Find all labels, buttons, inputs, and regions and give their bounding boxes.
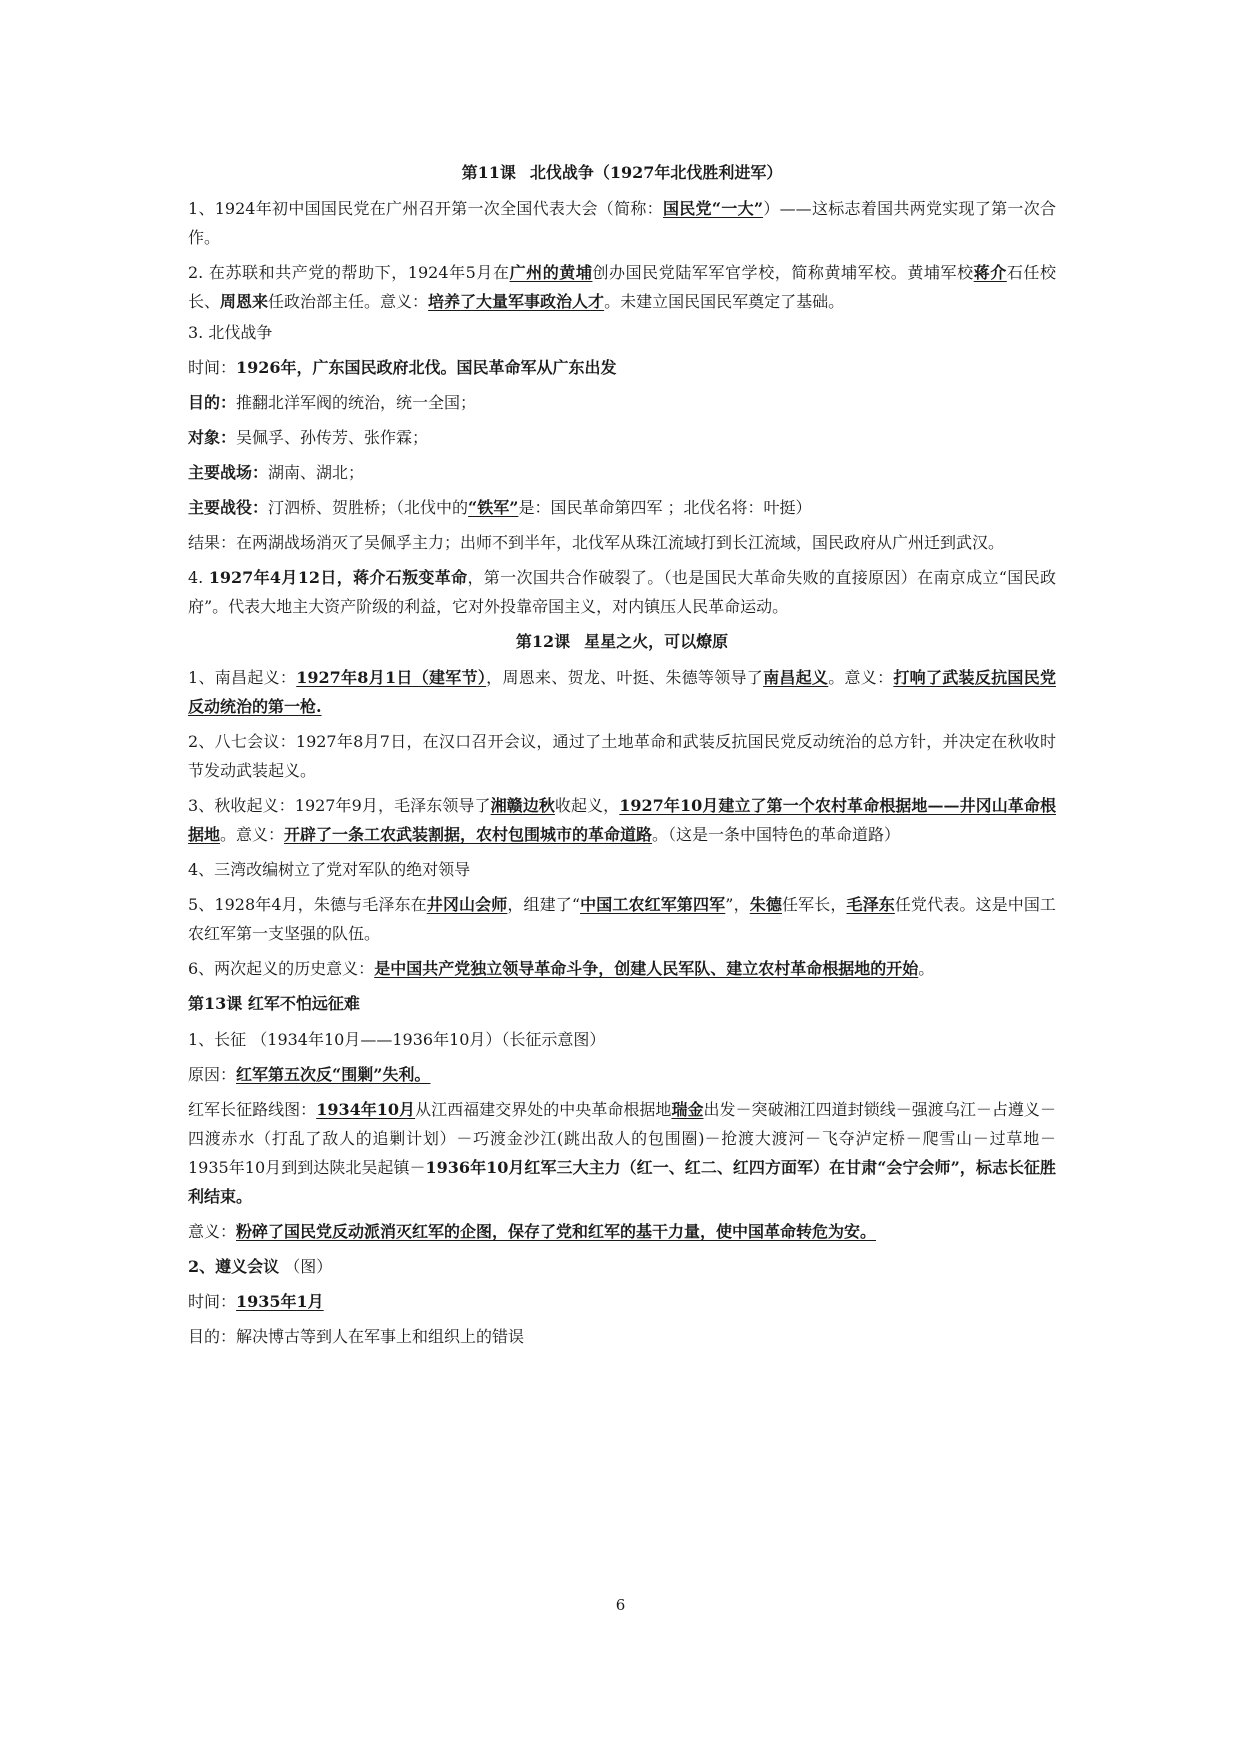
lesson11-paragraph-4 [188,563,1056,621]
text-run: 。（这是一条中国特色的革命道路） [652,825,901,844]
text-run: 6、两次起义的历史意义： [188,959,375,978]
text-run: 2. 在苏联和共产党的帮助下，1924年5月在 [188,263,510,282]
key-term: 1927年10月建立了第一个农村革命根据地——井冈山革命根据地 [188,796,1056,844]
text-run: （图） [279,1257,333,1276]
lesson12-paragraph-6 [188,954,1056,983]
text-run: 。 [918,959,935,978]
lesson11-result: 结果：在两湖战场消灭了吴佩孚主力；出师不到半年，北伐军从珠江流域打到长江流域，国民政府从广州迁到武汉。 [188,533,1005,552]
key-term: 打响了武装反抗国民党反动统治的第一枪. [188,668,1056,716]
key-term: 周恩来 [220,292,269,311]
lesson12-paragraph-5 [188,890,1056,948]
text-run: 3、秋收起义：1927年9月，毛泽东领导了 [188,796,491,815]
key-term: 1934年10月 [316,1100,416,1119]
text-run: ，周恩来、贺龙、叶挺、朱德等领导了 [486,668,764,687]
key-term: 粉碎了国民党反动派消灭红军的企图，保存了党和红军的基干力量，使中国革命转危为安。 [236,1222,877,1241]
lesson12-title: 星星之火，可以燎原 [584,632,729,651]
text-run: 。未建立国民国民军奠定了基础。 [604,292,845,311]
lesson13-section-2 [188,1252,1056,1281]
lesson11-paragraph-1 [188,194,1056,252]
document-body [188,158,1056,1357]
text-run: ，组建了“ [507,895,581,914]
text-run: 红军长征路线图： [188,1100,317,1119]
label: 时间： [188,358,237,377]
key-term: 国民党“一大” [662,199,764,218]
key-term: 开辟了一条工农武装割据，农村包围城市的革命道路 [284,825,653,844]
key-term: 1936年10月红军三大主力（红一、红二、红四方面军）在甘肃“会宁会师”，标志长征胜利结束。 [188,1158,1056,1206]
label: 主要战役： [188,498,269,517]
key-term: 井冈山会师 [426,895,508,914]
lesson13-meaning [188,1217,1056,1246]
text-run: 任党代表。这是中国工农红军第一支坚强的队伍。 [188,895,1056,943]
key-term: “铁军” [468,498,519,517]
lesson11-battles [188,493,1056,522]
key-term: 蒋介 [973,263,1007,282]
text-run: 是：国民革命第四军 ；北伐名将：叶挺） [518,498,812,517]
lesson12-paragraph-3 [188,791,1056,849]
key-term: 是中国共产党独立领导革命斗争，创建人民军队、建立农村革命根据地的开始 [374,959,919,978]
key-term: 广州的黄埔 [509,263,593,282]
label: 时间： [188,1292,237,1311]
key-term: 中国工农红军第四军 [580,895,726,914]
lesson11-paragraph-2 [188,258,1056,316]
lesson11-target [188,423,1056,452]
lesson12-paragraph-4: 4、三湾改编树立了党对军队的绝对领导 [188,860,471,879]
label: 意义： [188,1222,237,1241]
lesson11-time [188,353,1056,382]
value: 吴佩孚、孙传芳、张作霖； [236,428,429,447]
text-run: 任军长， [781,895,847,914]
text-run: 出发－突破湘江四道封锁线－强渡乌江－占遵义－四渡赤水（打乱了敌人的追剿计划）－巧渡金沙江(跳出敌人的包围圈)－抢渡大渡河－飞夺泸定桥－爬雪山－过草地－1935年10月到到达陕北吴起镇－ [188,1100,1056,1177]
text-run: ”， [725,895,750,914]
lesson11-number: 第11课 [461,163,516,182]
key-term: 瑞金 [671,1100,704,1119]
value: 1926年，广东国民政府北伐。国民革命军从广东出发 [236,358,617,377]
lesson13-reason [188,1060,1056,1089]
lesson11-title: 北伐战争（1927年北伐胜利进军） [529,163,783,182]
text-run: 收起义， [554,796,620,815]
lesson13-section-1: 1、长征 （1934年10月——1936年10月）（长征示意图） [188,1030,606,1049]
text-run: 从江西福建交界处的中央革命根据地 [415,1100,672,1119]
text-run: 。意义： [220,825,285,844]
key-term: 1935年1月 [236,1292,324,1311]
key-term: 朱德 [749,895,782,914]
lesson11-battlefield [188,458,1056,487]
lesson12-paragraph-1 [188,663,1056,721]
text-run: 。意义： [828,668,894,687]
text-run: 1、1924年初中国国民党在广州召开第一次全国代表大会（简称： [188,199,663,218]
text-run: 1、南昌起义： [188,668,297,687]
value: 推翻北洋军阀的统治，统一全国； [236,393,477,412]
key-term: 南昌起义 [763,668,829,687]
text-run: ，第一次国共合作破裂了。（也是国民大革命失败的直接原因）在南京成立“国民政府”。代表大地主大资产阶级的利益，它对外投靠帝国主义，对内镇压人民革命运动。 [188,568,1056,616]
lesson13-time [188,1287,1056,1316]
page-number: 6 [615,1596,626,1614]
text-run: 4. [188,568,209,587]
key-term: 湘赣边秋 [490,796,555,815]
text-run: 石任校长、 [188,263,1056,311]
text-run: 任政治部主任。意义： [268,292,429,311]
lesson11-paragraph-3: 3. 北伐战争 [188,323,273,342]
lesson13-heading: 第13课 红军不怕远征难 [188,994,360,1013]
value: 湖南、湖北； [268,463,365,482]
key-term: 毛泽东 [846,895,895,914]
text-run: 汀泗桥、贺胜桥；（北伐中的 [268,498,469,517]
lesson12-heading [188,627,1056,656]
label: 原因： [188,1065,237,1084]
lesson12-paragraph-2: 2、八七会议：1927年8月7日，在汉口召开会议，通过了土地革命和武装反抗国民党反动统治的总方针，并决定在秋收时节发动武装起义。 [188,732,1056,780]
section-title: 2、遵义会议 [188,1257,280,1276]
lesson12-number: 第12课 [515,632,571,651]
lesson13-goal: 目的：解决博古等到人在军事上和组织上的错误 [188,1327,525,1346]
key-term: 1927年8月1日（建军节） [296,668,487,687]
text-run: 5、1928年4月，朱德与毛泽东在 [188,895,427,914]
key-term: 1927年4月12日，蒋介石叛变革命 [208,568,468,587]
lesson11-goal [188,388,1056,417]
key-term: 红军第五次反“围剿”失利。 [236,1065,431,1084]
text-run: 创办国民党陆军军官学校，简称黄埔军校。黄埔军校 [592,263,974,282]
label: 主要战场： [188,463,269,482]
label: 目的： [188,393,237,412]
lesson11-heading [188,158,1056,187]
key-term: 培养了大量军事政治人才 [428,292,605,311]
text-run: ）——这标志着国共两党实现了第一次合作。 [188,199,1056,247]
label: 对象： [188,428,237,447]
lesson13-route [188,1095,1056,1211]
